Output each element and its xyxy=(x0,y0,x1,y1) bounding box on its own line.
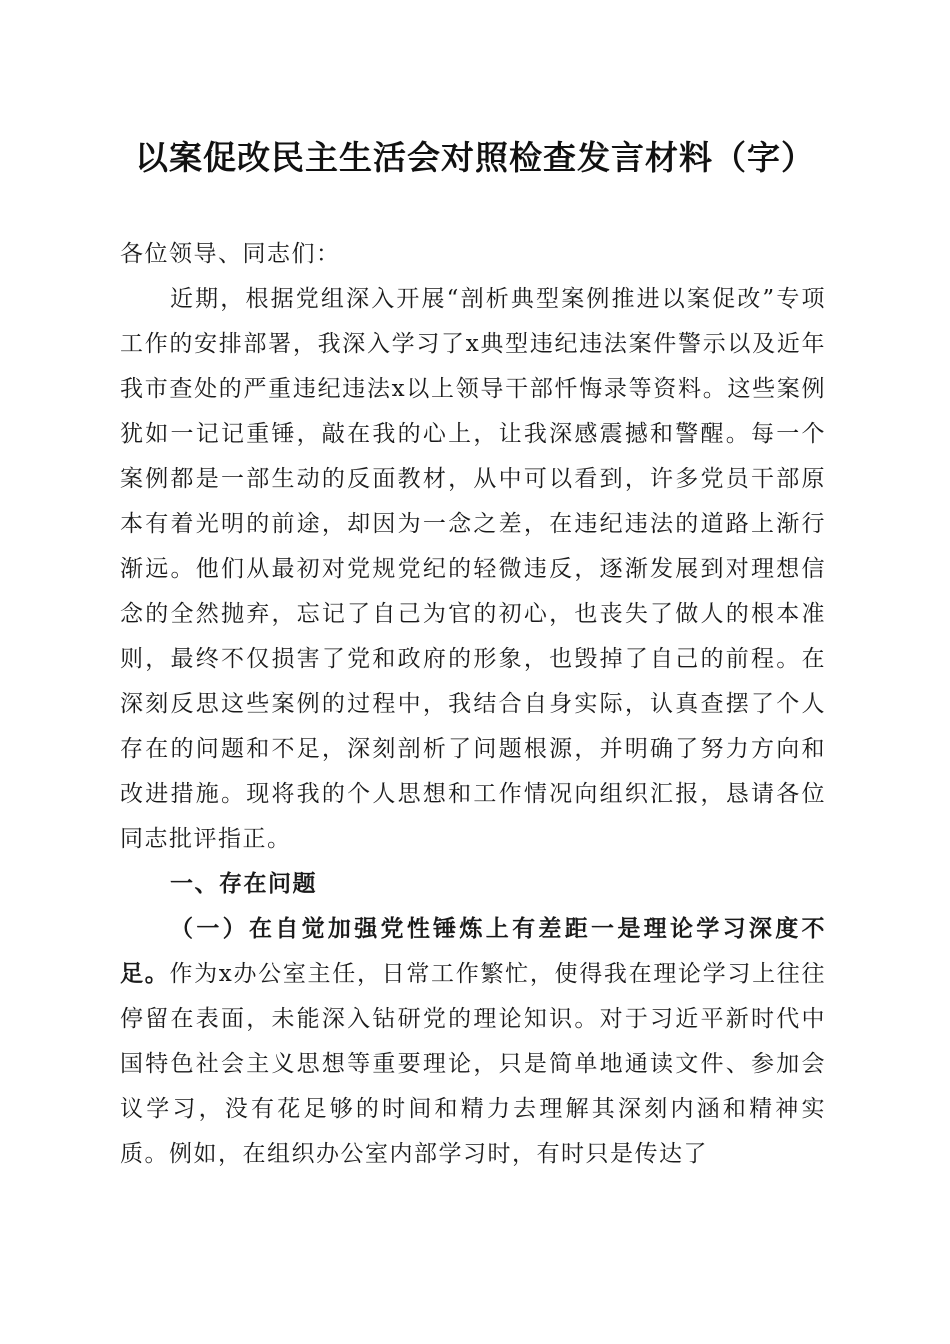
subsection-text: 作为x办公室主任，日常工作繁忙，使得我在理论学习上往往停留在表面，未能深入钻研党的理论知识。对于习近平新时代中国特色社会主义思想等重要理论，只是简单地通读文件、参加会议学习，没有花足够的时间和精力去理解其深刻内涵和精神实质。例如，在组织办公室内部学习时，有时只是传达了 xyxy=(120,961,826,1167)
document-title: 以案促改民主生活会对照检查发言材料（字） xyxy=(135,138,815,177)
subsection-paragraph xyxy=(120,907,826,1177)
subsection-heading: （一）在自觉加强党性锤炼上有差距一是理论学习深度不足。 xyxy=(120,916,826,987)
section-heading: 一、存在问题 xyxy=(170,871,317,897)
document-body xyxy=(120,232,826,1177)
salutation: 各位领导、同志们： xyxy=(120,241,341,267)
intro-paragraph: 近期，根据党组深入开展“剖析典型案例推进以案促改”专项工作的安排部署，我深入学习了x典型违纪违法案件警示以及近年我市查处的严重违纪违法x以上领导干部忏悔录等资料。这些案例犹如一记记重锤，敲在我的心上，让我深感震撼和警醒。每一个案例都是一部生动的反面教材，从中可以看到，许多党员干部原本有着光明的前途，却因为一念之差，在违纪违法的道路上渐行渐远。他们从最初对党规党纪的轻微违反，逐渐发展到对理想信念的全然抛弃，忘记了自己为官的初心，也丧失了做人的根本准则，最终不仅损害了党和政府的形象，也毁掉了自己的前程。在深刻反思这些案例的过程中，我结合自身实际，认真查摆了个人存在的问题和不足，深刻剖析了问题根源，并明确了努力方向和改进措施。现将我的个人思想和工作情况向组织汇报，恳请各位同志批评指正。 xyxy=(120,286,826,852)
